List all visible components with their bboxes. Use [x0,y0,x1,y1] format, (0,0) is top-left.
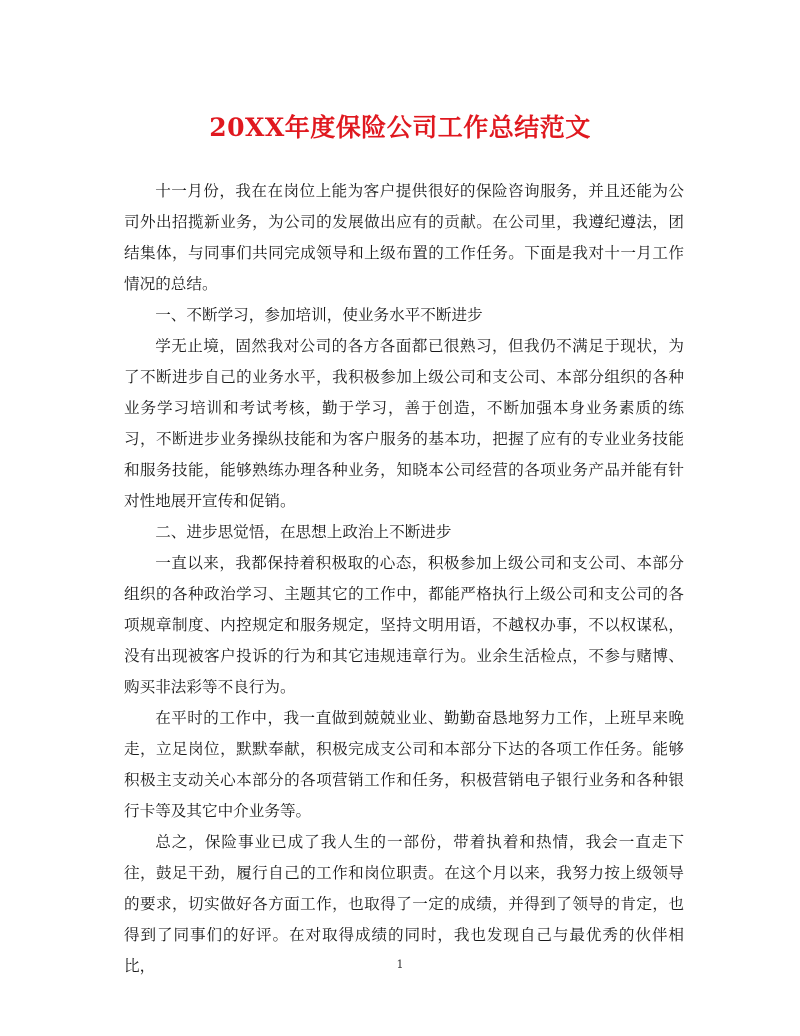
page-number: 1 [396,958,404,971]
document-body [124,176,684,982]
section-1-paragraph: 学无止境，固然我对公司的各方各面都已很熟习，但我仍不满足于现状，为了不断进步自己的业务水平，我积极参加上级公司和支公司、本部分组织的各种业务学习培训和考试考核，勤于学习，善于创造，不断加强本身业务素质的练习，不断进步业务操纵技能和为客户服务的基本功，把握了应有的专业业务技能和服务技能，能够熟练办理各种业务，知晓本公司经营的各项业务产品并能有针对性地展开宣传和促销。 [124,337,684,510]
section-2-paragraph-1: 一直以来，我都保持着积极取的心态，积极参加上级公司和支公司、本部分组织的各种政治学习、主题其它的工作中，都能严格执行上级公司和支公司的各项规章制度、内控规定和服务规定，坚持文明用语，不越权办事，不以权谋私，没有出现被客户投诉的行为和其它违规违章行为。业余生活检点，不参与赌博、购买非法彩等不良行为。 [124,554,684,696]
section-heading-1: 一、不断学习，参加培训，使业务水平不断进步 [155,306,483,324]
section-2-paragraph-2: 在平时的工作中，我一直做到兢兢业业、勤勤奋恳地努力工作，上班早来晚走，立足岗位，默默奉献，积极完成支公司和本部分下达的各项工作任务。能够积极主支动关心本部分的各项营销工作和任务，积极营销电子银行业务和各种银行卡等及其它中介业务等。 [124,709,684,820]
conclusion-paragraph: 总之，保险事业已成了我人生的一部份，带着执着和热情，我会一直走下往，鼓足干劲，履行自己的工作和岗位职责。在这个月以来，我努力按上级领导的要求，切实做好各方面工作，也取得了一定的成绩，并得到了领导的肯定，也得到了同事们的好评。在对取得成绩的同时，我也发现自己与最优秀的伙伴相比， [124,833,684,975]
page-title: 20XX年度保险公司工作总结范文 [209,113,591,142]
intro-paragraph: 十一月份，我在在岗位上能为客户提供很好的保险咨询服务，并且还能为公司外出招揽新业务，为公司的发展做出应有的贡献。在公司里，我遵纪遵法，团结集体，与同事们共同完成领导和上级布置的工作任务。下面是我对十一月工作情况的总结。 [124,182,684,293]
section-heading-2: 二、进步思觉悟，在思想上政治上不断进步 [155,523,452,541]
